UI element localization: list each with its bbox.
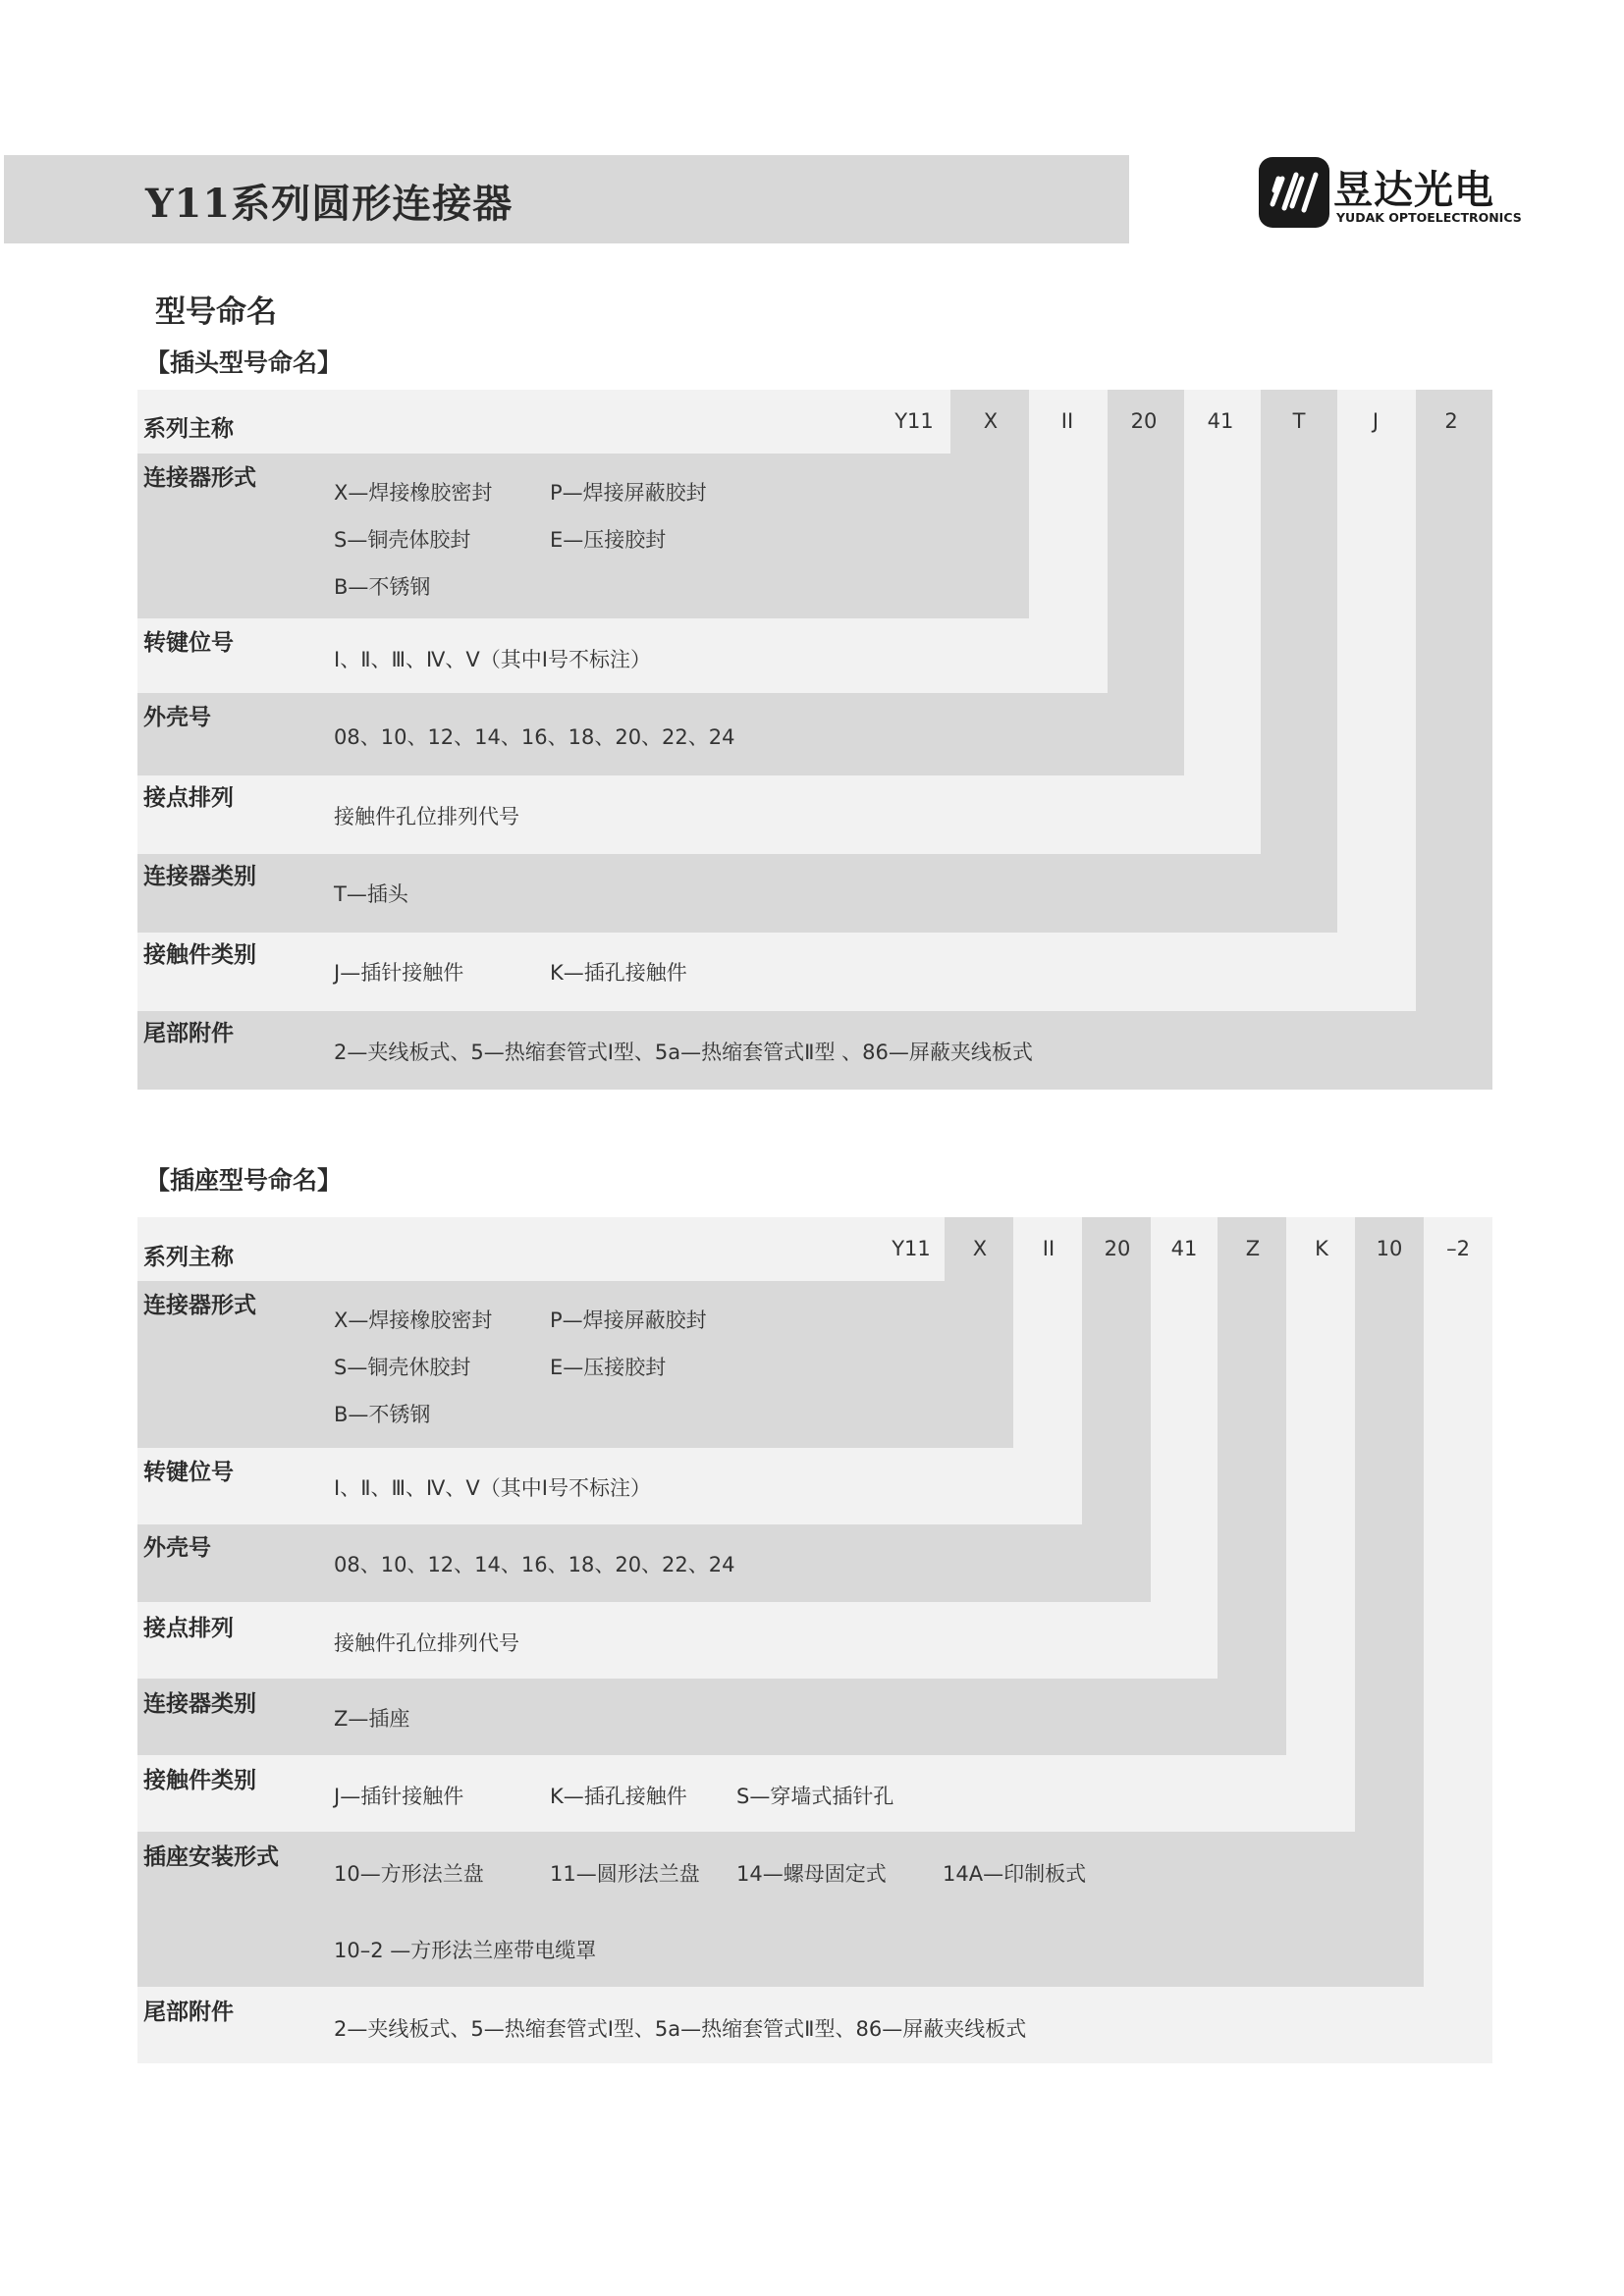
socket-row-desc: P—焊接屏蔽胶封 bbox=[550, 1308, 707, 1332]
plug-row-desc: Ⅰ、Ⅱ、Ⅲ、Ⅳ、Ⅴ（其中Ⅰ号不标注） bbox=[334, 648, 651, 671]
plug-row-bg bbox=[137, 775, 1261, 854]
plug-code-column bbox=[1337, 390, 1416, 1011]
plug-code-column bbox=[1029, 390, 1108, 693]
socket-code: 41 bbox=[1170, 1237, 1198, 1260]
socket-subtitle: 【插座型号命名】 bbox=[145, 1166, 343, 1195]
plug-row-label: 外壳号 bbox=[143, 705, 211, 730]
plug-code-column bbox=[1261, 390, 1337, 933]
socket-row-desc: 08、10、12、14、16、18、20、22、24 bbox=[334, 1553, 735, 1576]
socket-row-bg bbox=[137, 1832, 1424, 1987]
socket-row-desc: 10–2 —方形法兰座带电缆罩 bbox=[334, 1939, 597, 1962]
socket-row-desc: E—压接胶封 bbox=[550, 1356, 667, 1379]
socket-row-label: 转键位号 bbox=[143, 1460, 234, 1485]
plug-code: 2 bbox=[1444, 409, 1458, 433]
plug-subtitle: 【插头型号命名】 bbox=[145, 348, 343, 377]
plug-code: X bbox=[983, 409, 999, 433]
plug-code: J bbox=[1372, 409, 1380, 433]
plug-row-desc: B—不锈钢 bbox=[334, 575, 431, 599]
plug-row-desc: K—插孔接触件 bbox=[550, 961, 687, 985]
plug-row-desc: J—插针接触件 bbox=[334, 961, 464, 985]
plug-code: II bbox=[1060, 409, 1074, 433]
plug-row-desc: X—焊接橡胶密封 bbox=[334, 481, 493, 505]
socket-code-column bbox=[1424, 1217, 1492, 2063]
plug-row-label: 尾部附件 bbox=[143, 1021, 234, 1046]
plug-code: T bbox=[1292, 409, 1306, 433]
socket-code: Y11 bbox=[892, 1237, 931, 1260]
socket-row-bg bbox=[137, 1217, 945, 1281]
plug-code-column bbox=[1184, 390, 1261, 854]
plug-row-label: 连接器形式 bbox=[143, 465, 256, 491]
socket-row-desc: 14A—印制板式 bbox=[943, 1862, 1087, 1886]
plug-code: 41 bbox=[1207, 409, 1234, 433]
socket-row-desc: K—插孔接触件 bbox=[550, 1785, 687, 1808]
socket-row-desc: Z—插座 bbox=[334, 1707, 410, 1731]
socket-code: K bbox=[1315, 1237, 1328, 1260]
plug-row-bg bbox=[137, 933, 1416, 1011]
plug-code-column bbox=[1108, 390, 1184, 775]
socket-row-label: 外壳号 bbox=[143, 1535, 211, 1561]
socket-code: II bbox=[1042, 1237, 1056, 1260]
socket-row-desc: 接触件孔位排列代号 bbox=[334, 1631, 519, 1655]
socket-code: X bbox=[972, 1237, 988, 1260]
socket-code-column bbox=[1218, 1217, 1286, 1755]
socket-row-label: 接点排列 bbox=[143, 1616, 234, 1641]
brand-logo-icon bbox=[1259, 157, 1329, 228]
socket-code-column bbox=[1013, 1217, 1082, 1524]
socket-row-desc: 2—夹线板式、5—热缩套管式Ⅰ型、5a—热缩套管式Ⅱ型、86—屏蔽夹线板式 bbox=[334, 2017, 1027, 2041]
brand-name-cn: 昱达光电 bbox=[1333, 168, 1494, 213]
socket-row-desc: X—焊接橡胶密封 bbox=[334, 1308, 493, 1332]
plug-row-desc: E—压接胶封 bbox=[550, 528, 667, 552]
socket-code: 20 bbox=[1104, 1237, 1131, 1260]
plug-row-desc: P—焊接屏蔽胶封 bbox=[550, 481, 707, 505]
socket-row-label: 系列主称 bbox=[143, 1245, 234, 1270]
plug-row-label: 转键位号 bbox=[143, 630, 234, 656]
plug-row-bg bbox=[137, 854, 1337, 933]
socket-row-bg bbox=[137, 1602, 1218, 1679]
plug-row-desc: T—插头 bbox=[334, 882, 408, 906]
socket-row-desc: S—穿墙式插针孔 bbox=[736, 1785, 894, 1808]
socket-row-label: 连接器类别 bbox=[143, 1691, 256, 1717]
socket-row-label: 接触件类别 bbox=[143, 1768, 256, 1793]
plug-row-label: 接点排列 bbox=[143, 785, 234, 811]
socket-row-label: 连接器形式 bbox=[143, 1293, 256, 1318]
socket-code-column bbox=[1082, 1217, 1151, 1602]
socket-row-desc: J—插针接触件 bbox=[334, 1785, 464, 1808]
brand-logo bbox=[1259, 157, 1522, 236]
section-title: 型号命名 bbox=[155, 294, 277, 330]
socket-row-desc: 10—方形法兰盘 bbox=[334, 1862, 484, 1886]
socket-row-desc: 11—圆形法兰盘 bbox=[550, 1862, 700, 1886]
plug-row-label: 系列主称 bbox=[143, 416, 234, 442]
socket-row-bg bbox=[137, 1679, 1286, 1755]
plug-row-desc: 接触件孔位排列代号 bbox=[334, 805, 519, 828]
plug-row-label: 连接器类别 bbox=[143, 864, 256, 889]
page-title: Y11系列圆形连接器 bbox=[145, 181, 514, 227]
socket-code: 10 bbox=[1376, 1237, 1403, 1260]
socket-code: Z bbox=[1245, 1237, 1261, 1260]
plug-row-desc: S—铜壳体胶封 bbox=[334, 528, 471, 552]
plug-row-desc: 2—夹线板式、5—热缩套管式Ⅰ型、5a—热缩套管式Ⅱ型 、86—屏蔽夹线板式 bbox=[334, 1041, 1033, 1064]
socket-row-desc: 14—螺母固定式 bbox=[736, 1862, 887, 1886]
brand-name-en: YUDAK OPTOELECTRONICS bbox=[1336, 210, 1522, 225]
socket-code: –2 bbox=[1446, 1237, 1470, 1260]
socket-row-label: 插座安装形式 bbox=[143, 1844, 279, 1870]
socket-row-desc: B—不锈钢 bbox=[334, 1403, 431, 1426]
socket-row-desc: Ⅰ、Ⅱ、Ⅲ、Ⅳ、Ⅴ（其中Ⅰ号不标注） bbox=[334, 1476, 651, 1500]
plug-code: 20 bbox=[1130, 409, 1158, 433]
socket-code-column bbox=[1355, 1217, 1424, 1987]
plug-row-desc: 08、10、12、14、16、18、20、22、24 bbox=[334, 725, 735, 749]
plug-row-bg bbox=[137, 390, 950, 454]
plug-row-label: 接触件类别 bbox=[143, 942, 256, 968]
socket-row-label: 尾部附件 bbox=[143, 2000, 234, 2025]
plug-code: Y11 bbox=[894, 409, 934, 433]
socket-code-column bbox=[1151, 1217, 1218, 1679]
socket-code-column bbox=[1286, 1217, 1355, 1832]
plug-code-column bbox=[1416, 390, 1492, 1090]
socket-row-desc: S—铜壳休胶封 bbox=[334, 1356, 471, 1379]
